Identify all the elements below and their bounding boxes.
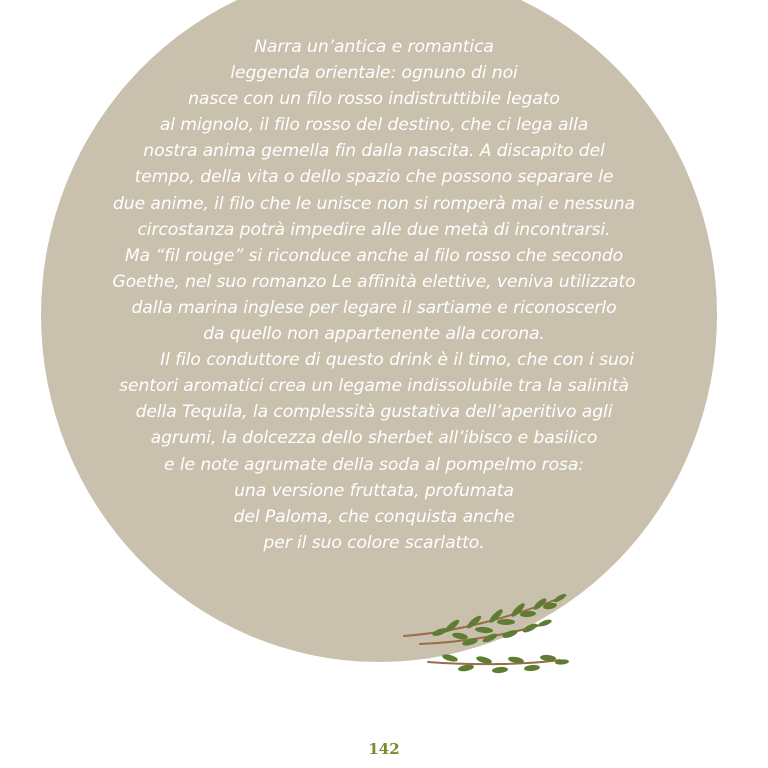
text-line: e le note agrumate della soda al pompelmo rosa: xyxy=(164,454,584,475)
text-line: sentori aromatici crea un legame indissolubile tra la salinità xyxy=(119,376,629,397)
text-line: circostanza potrà impedire alle due metà di incontrarsi. xyxy=(137,219,611,240)
text-line-indented: Il filo conduttore di questo drink è il timo, che con i suoi xyxy=(160,350,634,371)
text-line: leggenda orientale: ognuno di noi xyxy=(230,63,518,84)
text-line: dalla marina inglese per legare il sartiame e riconoscerlo xyxy=(131,297,617,318)
text-line: nasce con un filo rosso indistruttibile legato xyxy=(188,89,560,110)
text-line: Ma “fil rouge” si riconduce anche al filo rosso che secondo xyxy=(124,245,624,266)
text-line: della Tequila, la complessità gustativa dell’aperitivo agli xyxy=(135,402,613,423)
text-line: Goethe, nel suo romanzo Le affinità elettive, veniva utilizzato xyxy=(112,271,636,292)
text-line: da quello non appartenente alla corona. xyxy=(203,324,545,345)
page-number: 142 xyxy=(368,740,400,758)
body-text xyxy=(40,34,708,556)
text-line: una versione fruttata, profumata xyxy=(234,480,514,501)
text-line: del Paloma, che conquista anche xyxy=(233,506,515,527)
text-line: agrumi, la dolcezza dello sherbet all’ibisco e basilico xyxy=(150,428,598,449)
text-line: per il suo colore scarlatto. xyxy=(263,532,485,553)
text-line: al mignolo, il filo rosso del destino, che ci lega alla xyxy=(159,115,589,136)
text-line: Narra un’antica e romantica xyxy=(254,37,494,57)
text-line: due anime, il filo che le unisce non si romperà mai e nessuna xyxy=(112,193,636,214)
thyme-sprig-icon xyxy=(400,592,580,682)
text-line: tempo, della vita o dello spazio che possono separare le xyxy=(134,167,614,188)
text-line: nostra anima gemella fin dalla nascita. A discapito del xyxy=(143,141,605,162)
